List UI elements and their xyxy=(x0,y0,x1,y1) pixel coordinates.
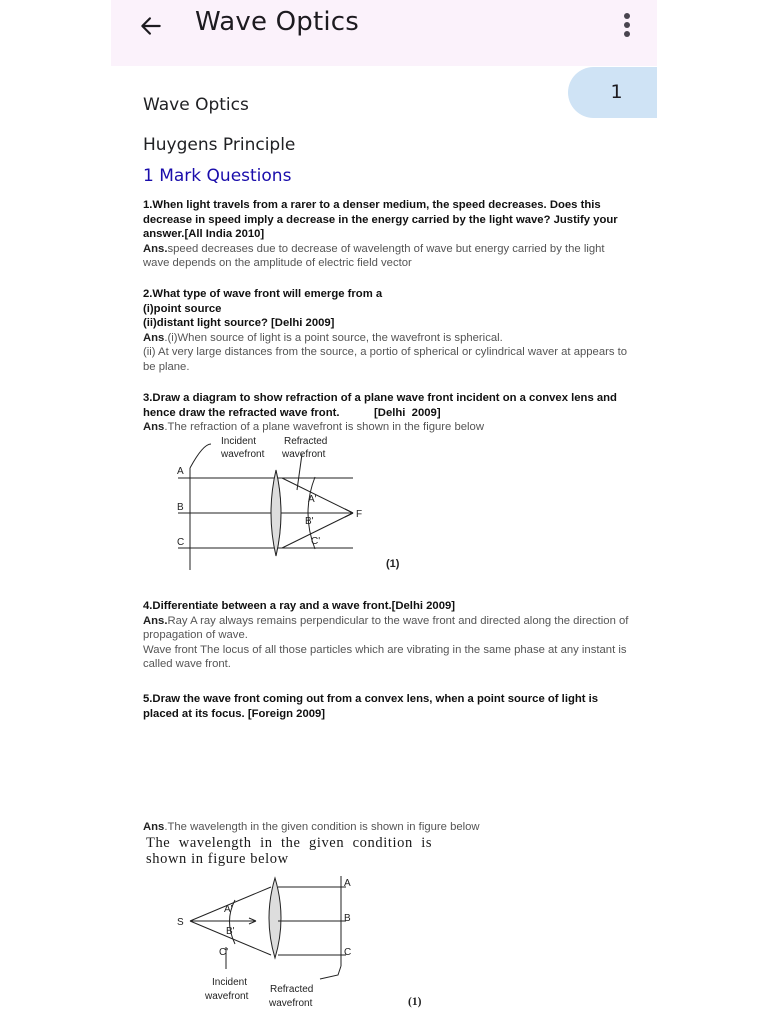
answer-text: (ii) At very large distances from the source, a portio of spherical or cylindrical waver at appears to be plane. xyxy=(143,346,628,373)
point-C-label: C xyxy=(177,537,185,548)
question-line: hence draw the refracted wave front. [Delhi 2009] xyxy=(143,406,441,419)
section-title: 1 Mark Questions xyxy=(143,166,292,186)
answer-label: Ans. xyxy=(143,614,168,627)
marks-label: (1) xyxy=(408,996,422,1008)
question-block-4 xyxy=(143,599,629,672)
more-options-button[interactable] xyxy=(615,8,639,42)
point-B-prime-label: B' xyxy=(305,516,314,527)
answer-label: Ans xyxy=(143,421,165,433)
question-line: (ii)distant light source? [Delhi 2009] xyxy=(143,317,335,329)
question-text: 5.Draw the wave front coming out from a convex lens, when a point source of light is placed at its focus. [Foreign 2009] xyxy=(143,693,599,720)
incident-label-2: wavefront xyxy=(221,449,265,460)
answer-block-5 xyxy=(143,820,629,835)
point-C-prime-label: C' xyxy=(311,536,321,547)
scanned-text: The wavelength in the given condition is shown in figure below xyxy=(146,835,433,867)
answer-text: Ans.The wavelength in the given condition is shown in figure below xyxy=(143,821,480,833)
answer-label: Ans. xyxy=(143,242,168,255)
question-line: (i)point source xyxy=(143,302,222,315)
point-B-label: B xyxy=(177,502,184,513)
answer-text: Ans.Ray A ray always remains perpendicular to the wave front and directed along the direction of propagation of wave. xyxy=(143,614,629,641)
point-A-prime-label: A' xyxy=(224,904,233,915)
answer-text: Ans.(i)When source of light is a point source, the wavefront is spherical. xyxy=(143,331,503,344)
top-app-bar xyxy=(111,0,657,66)
figure-plane-wavefront-refraction xyxy=(163,432,413,577)
question-text: 1.When light travels from a rarer to a denser medium, the speed decreases. Does this decrease in speed imply a decrease in the energy carried by the light wave? Justify your answer.[All India 2010] xyxy=(143,199,618,240)
app-title: Wave Optics xyxy=(195,7,360,37)
point-B-prime-label: B' xyxy=(226,926,235,937)
answer-label: Ans xyxy=(143,821,165,833)
answer-text: Wave front The locus of all those particles which are vibrating in the same phase at any instant is called wave front. xyxy=(143,643,627,670)
question-text: 4.Differentiate between a ray and a wave front.[Delhi 2009] xyxy=(143,600,456,612)
question-block-3 xyxy=(143,391,629,435)
refracted-label: Refracted xyxy=(284,436,328,447)
answer-label: Ans xyxy=(143,331,165,344)
incident-label: Incident xyxy=(221,436,257,447)
refracted-label-2: wavefront xyxy=(269,998,313,1009)
refracted-label: Refracted xyxy=(270,984,314,995)
question-block-5 xyxy=(143,692,629,721)
focus-label: F xyxy=(356,509,363,520)
source-label: S xyxy=(177,917,184,928)
point-A-label: A xyxy=(177,466,184,477)
answer-text: Ans.speed decreases due to decrease of wavelength of wave but energy carried by the light wave depends on the amplitude of electric field vector xyxy=(143,242,605,269)
app-screen xyxy=(111,0,657,1024)
topic-heading: Huygens Principle xyxy=(143,135,296,155)
question-line: 2.What type of wave front will emerge from a xyxy=(143,288,383,300)
back-button[interactable] xyxy=(133,8,169,44)
refracted-label-2: wavefront xyxy=(282,449,326,460)
answer-text: Ans.The refraction of a plane wavefront is shown in the figure below xyxy=(143,421,484,433)
question-block-1 xyxy=(143,198,629,271)
arrow-left-icon xyxy=(138,13,164,39)
question-block-2 xyxy=(143,287,629,374)
marks-label: (1) xyxy=(386,558,400,570)
incident-label: Incident xyxy=(212,977,248,988)
point-A-prime-label: A' xyxy=(308,494,317,505)
point-A-label: A xyxy=(344,878,351,889)
chapter-heading: Wave Optics xyxy=(143,95,249,115)
point-B-label: B xyxy=(344,913,351,924)
point-C-prime-label: C' xyxy=(219,947,229,958)
point-C-label: C xyxy=(344,947,352,958)
page-number: 1 xyxy=(610,80,623,103)
more-vertical-icon xyxy=(623,12,631,38)
page-number-badge xyxy=(568,67,657,118)
question-line: 3.Draw a diagram to show refraction of a plane wave front incident on a convex lens and xyxy=(143,392,617,404)
figure-point-source-convex-lens xyxy=(168,872,418,1012)
incident-label-2: wavefront xyxy=(205,991,249,1002)
